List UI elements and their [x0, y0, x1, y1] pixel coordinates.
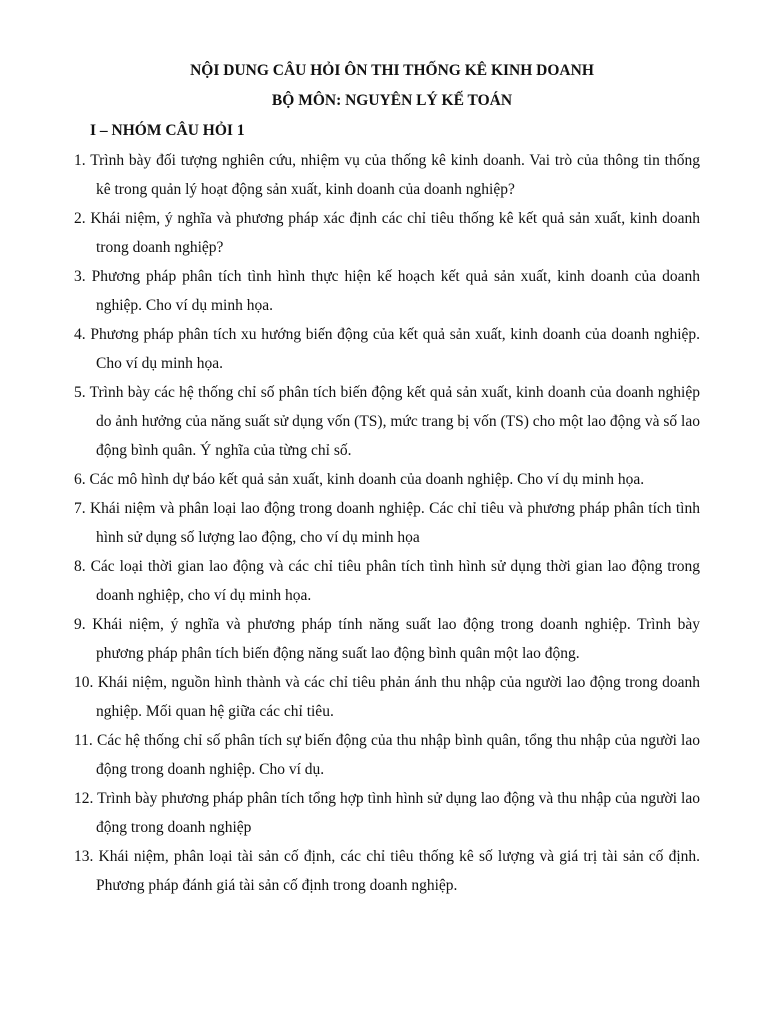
question-number: 8. [74, 558, 86, 575]
question-10 [74, 668, 700, 726]
question-12 [74, 784, 700, 842]
question-number: 3. [74, 268, 86, 285]
question-text: Các hệ thống chỉ số phân tích sự biến động của thu nhập bình quân, tổng thu nhập của người lao động trong doanh nghiệp. Cho ví dụ. [96, 732, 700, 778]
document-title: NỘI DUNG CÂU HỎI ÔN THI THỐNG KÊ KINH DOANH [190, 62, 594, 79]
question-number: 6. [74, 471, 86, 488]
question-text: Khái niệm, nguồn hình thành và các chỉ tiêu phản ánh thu nhập của người lao động trong doanh nghiệp. Mối quan hệ giữa các chỉ tiêu. [96, 674, 700, 720]
question-number: 9. [74, 616, 86, 633]
question-text: Khái niệm và phân loại lao động trong doanh nghiệp. Các chỉ tiêu và phương pháp phân tích tình hình sử dụng số lượng lao động, cho ví dụ minh họa [89, 500, 700, 546]
question-text: Khái niệm, ý nghĩa và phương pháp xác định các chỉ tiêu thống kê kết quả sản xuất, kinh doanh trong doanh nghiệp? [90, 210, 701, 256]
question-text: Phương pháp phân tích xu hướng biến động của kết quả sản xuất, kinh doanh của doanh nghiệp. Cho ví dụ minh họa. [90, 326, 701, 372]
question-list [74, 146, 700, 900]
question-13 [74, 842, 700, 900]
question-text: Các mô hình dự báo kết quả sản xuất, kinh doanh của doanh nghiệp. Cho ví dụ minh họa. [89, 471, 645, 488]
question-5 [74, 378, 700, 465]
question-text: Phương pháp phân tích tình hình thực hiện kế hoạch kết quả sản xuất, kinh doanh của doanh nghiệp. Cho ví dụ minh họa. [91, 268, 700, 314]
question-number: 1. [74, 152, 86, 169]
question-number: 4. [74, 326, 86, 343]
question-text: Trình bày các hệ thống chỉ số phân tích biến động kết quả sản xuất, kinh doanh của doanh nghiệp do ảnh hưởng của năng suất sử dụng vốn (TS), mức trang bị vốn (TS) cho một lao động và số lao động bình quân. Ý nghĩa của từng chỉ số. [89, 384, 700, 459]
question-text: Trình bày phương pháp phân tích tổng hợp tình hình sử dụng lao động và thu nhập của người lao động trong doanh nghiệp [96, 790, 700, 836]
question-number: 11. [74, 732, 93, 749]
question-number: 10. [74, 674, 94, 691]
question-number: 7. [74, 500, 86, 517]
question-4 [74, 320, 700, 378]
question-3 [74, 262, 700, 320]
question-text: Trình bày đối tượng nghiên cứu, nhiệm vụ của thống kê kinh doanh. Vai trò của thông tin thống kê trong quản lý hoạt động sản xuất, kinh doanh của doanh nghiệp? [90, 152, 700, 198]
section-heading: I – NHÓM CÂU HỎI 1 [90, 122, 245, 139]
question-text: Khái niệm, phân loại tài sản cố định, các chỉ tiêu thống kê số lượng và giá trị tài sản cố định. Phương pháp đánh giá tài sản cố định trong doanh nghiệp. [96, 848, 700, 894]
question-text: Khái niệm, ý nghĩa và phương pháp tính năng suất lao động trong doanh nghiệp. Trình bày phương pháp phân tích biến động năng suất lao động bình quân một lao động. [92, 616, 700, 662]
question-number: 5. [74, 384, 86, 401]
question-8 [74, 552, 700, 610]
question-text: Các loại thời gian lao động và các chỉ tiêu phân tích tình hình sử dụng thời gian lao động trong doanh nghiệp, cho ví dụ minh họa. [90, 558, 701, 604]
question-6 [74, 465, 700, 494]
department-title: BỘ MÔN: NGUYÊN LÝ KẾ TOÁN [271, 92, 513, 109]
question-number: 2. [74, 210, 86, 227]
question-1 [74, 146, 700, 204]
question-number: 13. [74, 848, 94, 865]
question-2 [74, 204, 700, 262]
question-number: 12. [74, 790, 94, 807]
question-9 [74, 610, 700, 668]
question-7 [74, 494, 700, 552]
question-11 [74, 726, 700, 784]
